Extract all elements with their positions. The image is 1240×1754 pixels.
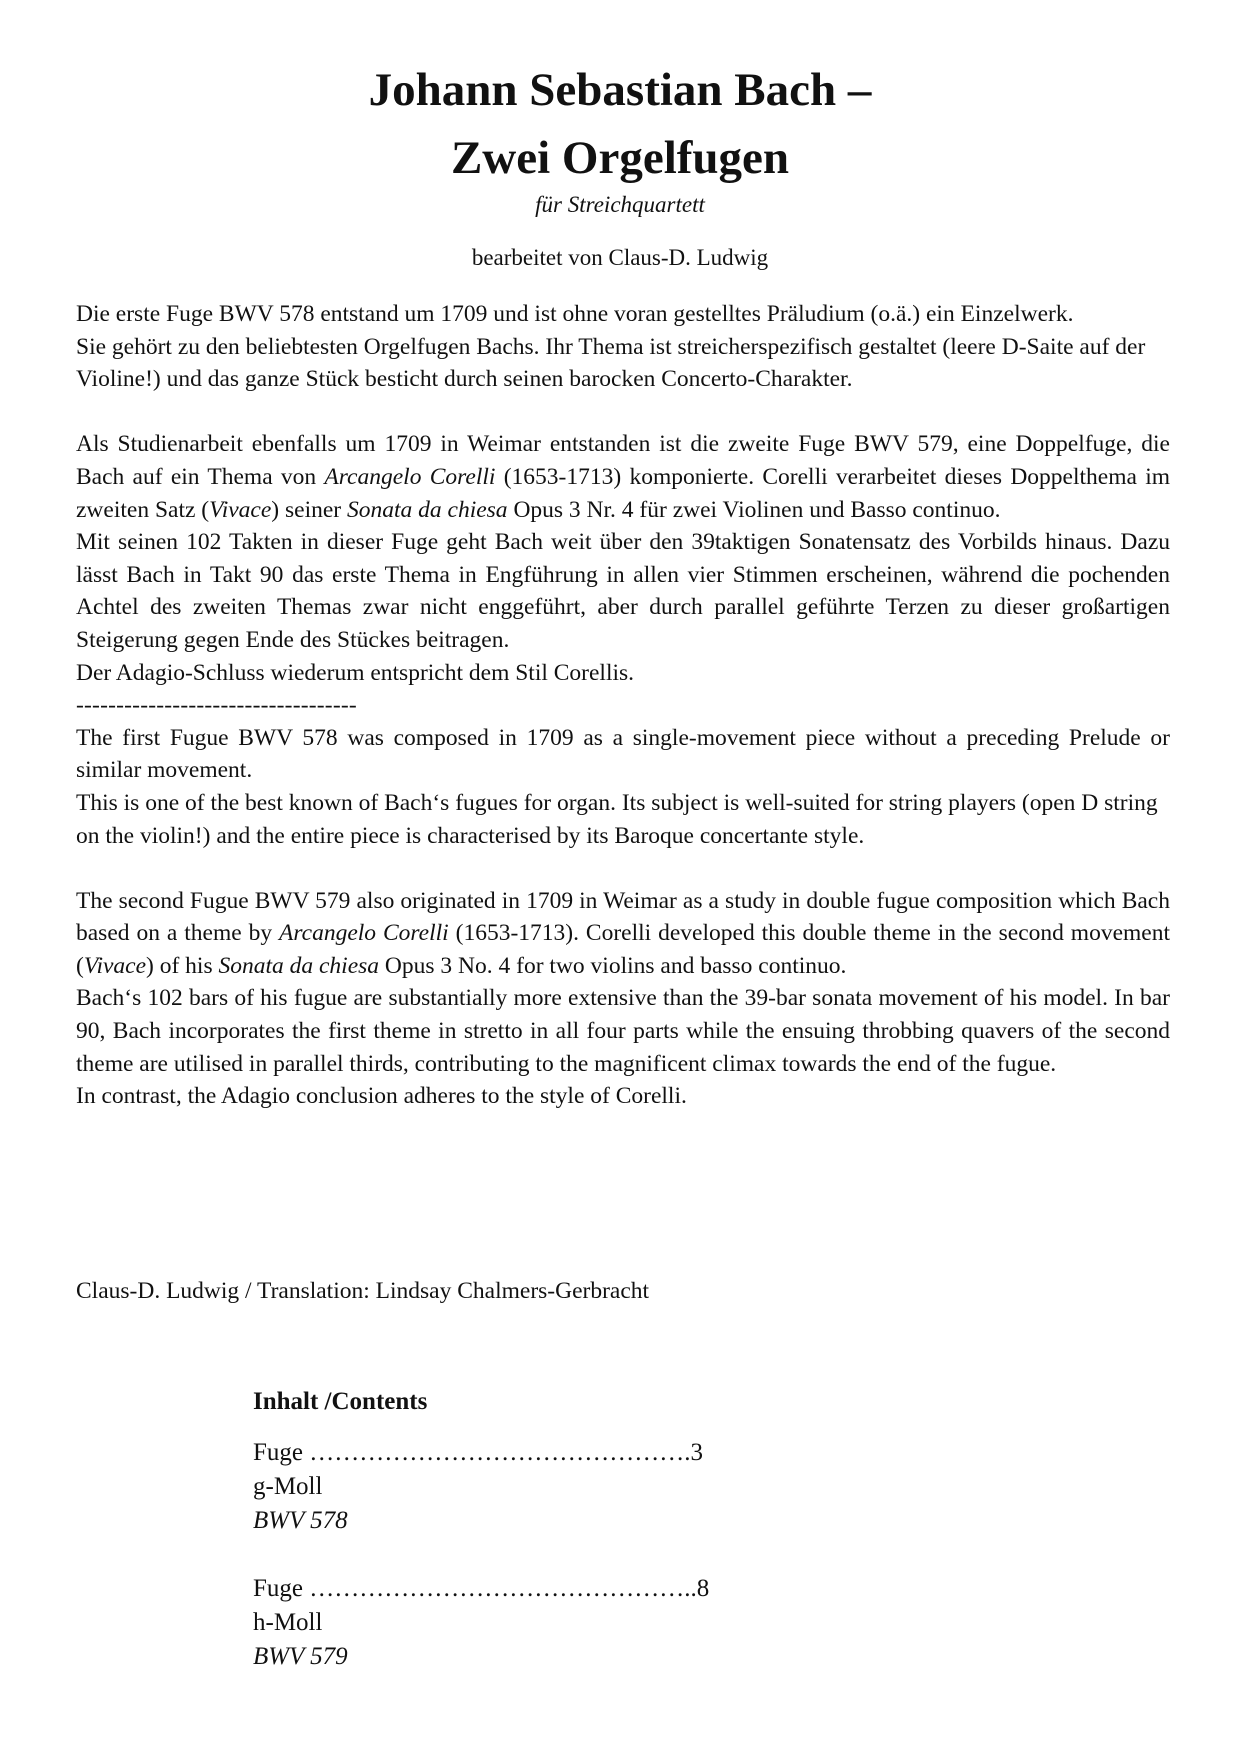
english-p3-tempo: Vivace <box>83 952 147 979</box>
german-p3-text-d: Opus 3 Nr. 4 für zwei Violinen und Basso continuo. <box>507 496 1001 523</box>
english-paragraph-2: This is one of the best known of Bach‘s fugues for organ. Its subject is well-suited for string players (open D string on the violin!) and the entire piece is characterised by its Baroque concertante style. <box>76 789 1158 849</box>
german-paragraph-4: Mit seinen 102 Takten in dieser Fuge geht Bach weit über den 39taktigen Sonatensatz des Vorbilds hinaus. Dazu lässt Bach in Takt 90 das erste Thema in Engführung in allen vier Stimmen erscheinen, während die pochenden Achtel des zweiten Themas zwar nicht enggeführt, aber durch parallel geführte Terzen zu dieser großartigen Steigerung gegen Ende des Stückes beitragen. <box>76 529 1170 653</box>
paragraph-gap <box>76 396 1170 429</box>
contents-entry-bwv: BWV 578 <box>253 1507 348 1534</box>
german-p3-work: Sonata da chiesa <box>346 496 508 523</box>
contents-heading: Inhalt /Contents <box>253 1388 428 1415</box>
subtitle: für Streichquartett <box>535 192 705 217</box>
english-paragraph-5: In contrast, the Adagio conclusion adheres to the style of Corelli. <box>76 1083 687 1110</box>
english-paragraph-4: Bach‘s 102 bars of his fugue are substantially more extensive than the 39-bar sonata movement of his model. In bar 90, Bach incorporates the first theme in stretto in all four parts while the ensuing throbbing quavers of the second theme are utilised in parallel thirds, contributing to the magnificent climax towards the end of the fugue. <box>76 985 1170 1077</box>
author-credit: Claus-D. Ludwig / Translation: Lindsay Chalmers-Gerbracht <box>76 1278 650 1304</box>
paragraph-gap <box>76 852 1170 885</box>
contents-entry-bwv: BWV 579 <box>253 1643 348 1670</box>
contents-entry-key: h-Moll <box>253 1609 323 1636</box>
arranger-line: bearbeitet von Claus-D. Ludwig <box>471 245 769 270</box>
contents-entry-fuge-page-8[interactable]: Fuge ………………………………………..8 <box>253 1575 710 1602</box>
foreword-body <box>76 298 1170 1113</box>
language-separator: ----------------------------------- <box>76 692 357 719</box>
german-paragraph-5: Der Adagio-Schluss wiederum entspricht dem Stil Corellis. <box>76 659 635 686</box>
german-p3-text-a: Als Studienarbeit ebenfalls um 1709 in Weimar entstanden ist die zweite Fuge BWV 579, eine Doppelfuge, die Bach auf ein Thema von <box>76 431 1170 490</box>
table-of-contents <box>253 1386 813 1674</box>
english-p3-text-b: (1653-1713). Corelli developed this double theme in the second movement ( <box>76 920 1171 979</box>
english-p3-composer: Arcangelo Corelli <box>279 920 449 947</box>
german-p3-tempo: Vivace <box>209 496 272 523</box>
title-line-1: Johann Sebastian Bach – <box>368 64 872 116</box>
english-p3-text-d: Opus 3 No. 4 for two violins and basso continuo. <box>379 952 847 979</box>
german-paragraph-1: Die erste Fuge BWV 578 entstand um 1709 und ist ohne voran gestelltes Präludium (o.ä.) ein Einzelwerk. <box>76 301 1074 327</box>
english-p3-text-a: The second Fugue BWV 579 also originated in 1709 in Weimar as a study in double fugue composition which Bach based on a theme by <box>76 887 1170 947</box>
german-p3-text-b: (1653-1713) komponierte. Corelli verarbeitet dieses Doppelthema im zweiten Satz ( <box>76 463 1171 523</box>
english-p3-work: Sonata da chiesa <box>218 952 380 979</box>
title-line-2: Zwei Orgelfugen <box>450 132 790 184</box>
english-p3-text-c: ) of his <box>146 952 219 979</box>
german-paragraph-2: Sie gehört zu den beliebtesten Orgelfugen Bachs. Ihr Thema ist streicherspezifisch gestaltet (leere D-Saite auf der Violine!) und das ganze Stück besticht durch seinen barocken Concerto-Charakter. <box>76 333 1146 393</box>
contents-entry-key: g-Moll <box>253 1473 323 1500</box>
german-paragraph-3 <box>76 428 1170 526</box>
contents-entry-fuge-page-3[interactable]: Fuge ……………………………………….3 <box>253 1439 703 1466</box>
german-p3-composer: Arcangelo Corelli <box>324 463 496 490</box>
german-p3-text-c: ) seiner <box>271 496 347 523</box>
english-paragraph-3 <box>76 885 1170 983</box>
contents-spacer <box>253 1538 813 1572</box>
english-paragraph-1: The first Fugue BWV 578 was composed in 1709 as a single-movement piece without a preceding Prelude or similar movement. <box>76 724 1170 784</box>
